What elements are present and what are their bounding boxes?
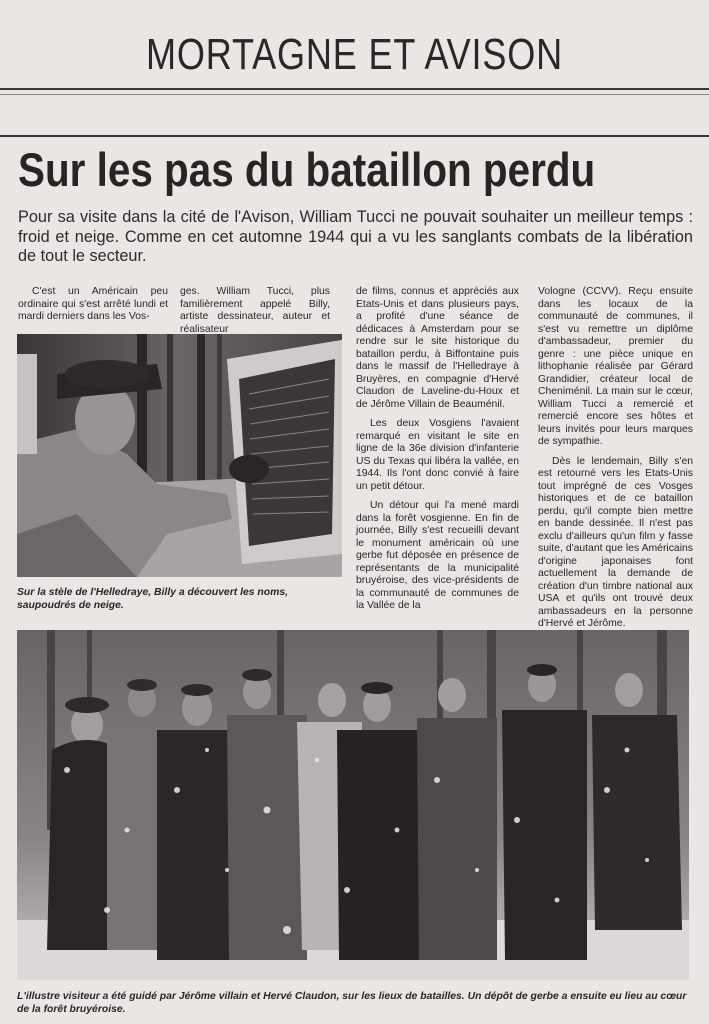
section-rule-top [0, 88, 709, 90]
column-2-top [180, 286, 330, 336]
headline-rule [0, 135, 709, 137]
column-3 [356, 286, 519, 613]
column-1-top [18, 286, 168, 324]
column-3-paragraph-1: de films, connus et appréciés aux Etats-Unis et dans plusieurs pays, a profité d'une séance de dédicaces à Amsterdam pour se rendre sur le site historique du bataillon perdu, à Biffontaine puis dans le massif de l'Helledraye à Bruyères, en compagnie d'Hervé Claudon de Laveline-du-Houx et de Jérôme Villain de Beauménil. [356, 286, 519, 410]
column-4-paragraph-2: Dès le lendemain, Billy s'en est retourné vers les Etats-Unis tout imprégné de ces Vosges historiques et de ce bataillon perdu, qu'il compte bien mettre en bande dessinée. Il n'est pas exclu d'ailleurs qu'un film y fasse suite, d'autant que les Américains d'origine japonaises font actuellement la demande de création d'un timbre national aux USA et qu'ils ont trouvé deux ambassadeurs en la personne d'Hervé et Jérôme. [538, 455, 693, 629]
column-4-paragraph-1: Vologne (CCVV). Reçu ensuite dans les locaux de la communauté de communes, il s'est vu remettre un diplôme d'ambassadeur, premier du genre : une pièce unique en lithophanie réalisée par Gérard Grandidier, créateur local de Cheniménil. La main sur le cœur, William Tucci a remercié et remercié encore ses hôtes et leurs invités pour leurs marques de sympathie. [538, 286, 693, 447]
column-1-paragraph: C'est un Américain peu ordinaire qui s'est arrêté lundi et mardi derniers dans les Vos- [18, 286, 168, 322]
section-rule-thin [0, 94, 709, 95]
photo-memorial-stele [17, 334, 342, 577]
column-4 [538, 286, 693, 631]
column-2-paragraph: ges. William Tucci, plus familièrement appelé Billy, artiste dessinateur, auteur et réalisateur [180, 286, 330, 335]
photo-group-illustration [17, 630, 689, 980]
section-title: MORTAGNE ET AVISON [145, 30, 564, 79]
photo-memorial-stele-illustration [17, 334, 342, 577]
photo-group-in-forest [17, 630, 689, 980]
caption-photo-1: Sur la stèle de l'Helledraye, Billy a découvert les noms, saupoudrés de neige. [17, 587, 289, 611]
article-lead: Pour sa visite dans la cité de l'Avison, William Tucci ne pouvait souhaiter un meilleur temps : froid et neige. Comme en cet automne 1944 qui a vu les sanglants combats de la libération de tout le secteur. [18, 208, 693, 265]
column-3-paragraph-3: Un détour qui l'a mené mardi dans la forêt vosgienne. En fin de journée, Billy s'est recueilli devant le monument américain où une gerbe fut déposée en présence de représentants de la municipalité bruyéroise, des vice-présidents de la communauté de communes de la Vallée de la [356, 500, 519, 611]
caption-photo-2: L'illustre visiteur a été guidé par Jérôme villain et Hervé Claudon, sur les lieux de batailles. Un dépôt de gerbe a ensuite eu lieu au cœur de la forêt bruyéroise. [17, 991, 687, 1015]
article-headline: Sur les pas du bataillon perdu [18, 143, 596, 196]
column-3-paragraph-2: Les deux Vosgiens l'avaient remarqué en visitant le site en ligne de la 36e division d'infanterie US du Texas qui libéra la vallée, en 1944. Ils l'ont donc convié à faire un petit détour. [356, 418, 519, 492]
